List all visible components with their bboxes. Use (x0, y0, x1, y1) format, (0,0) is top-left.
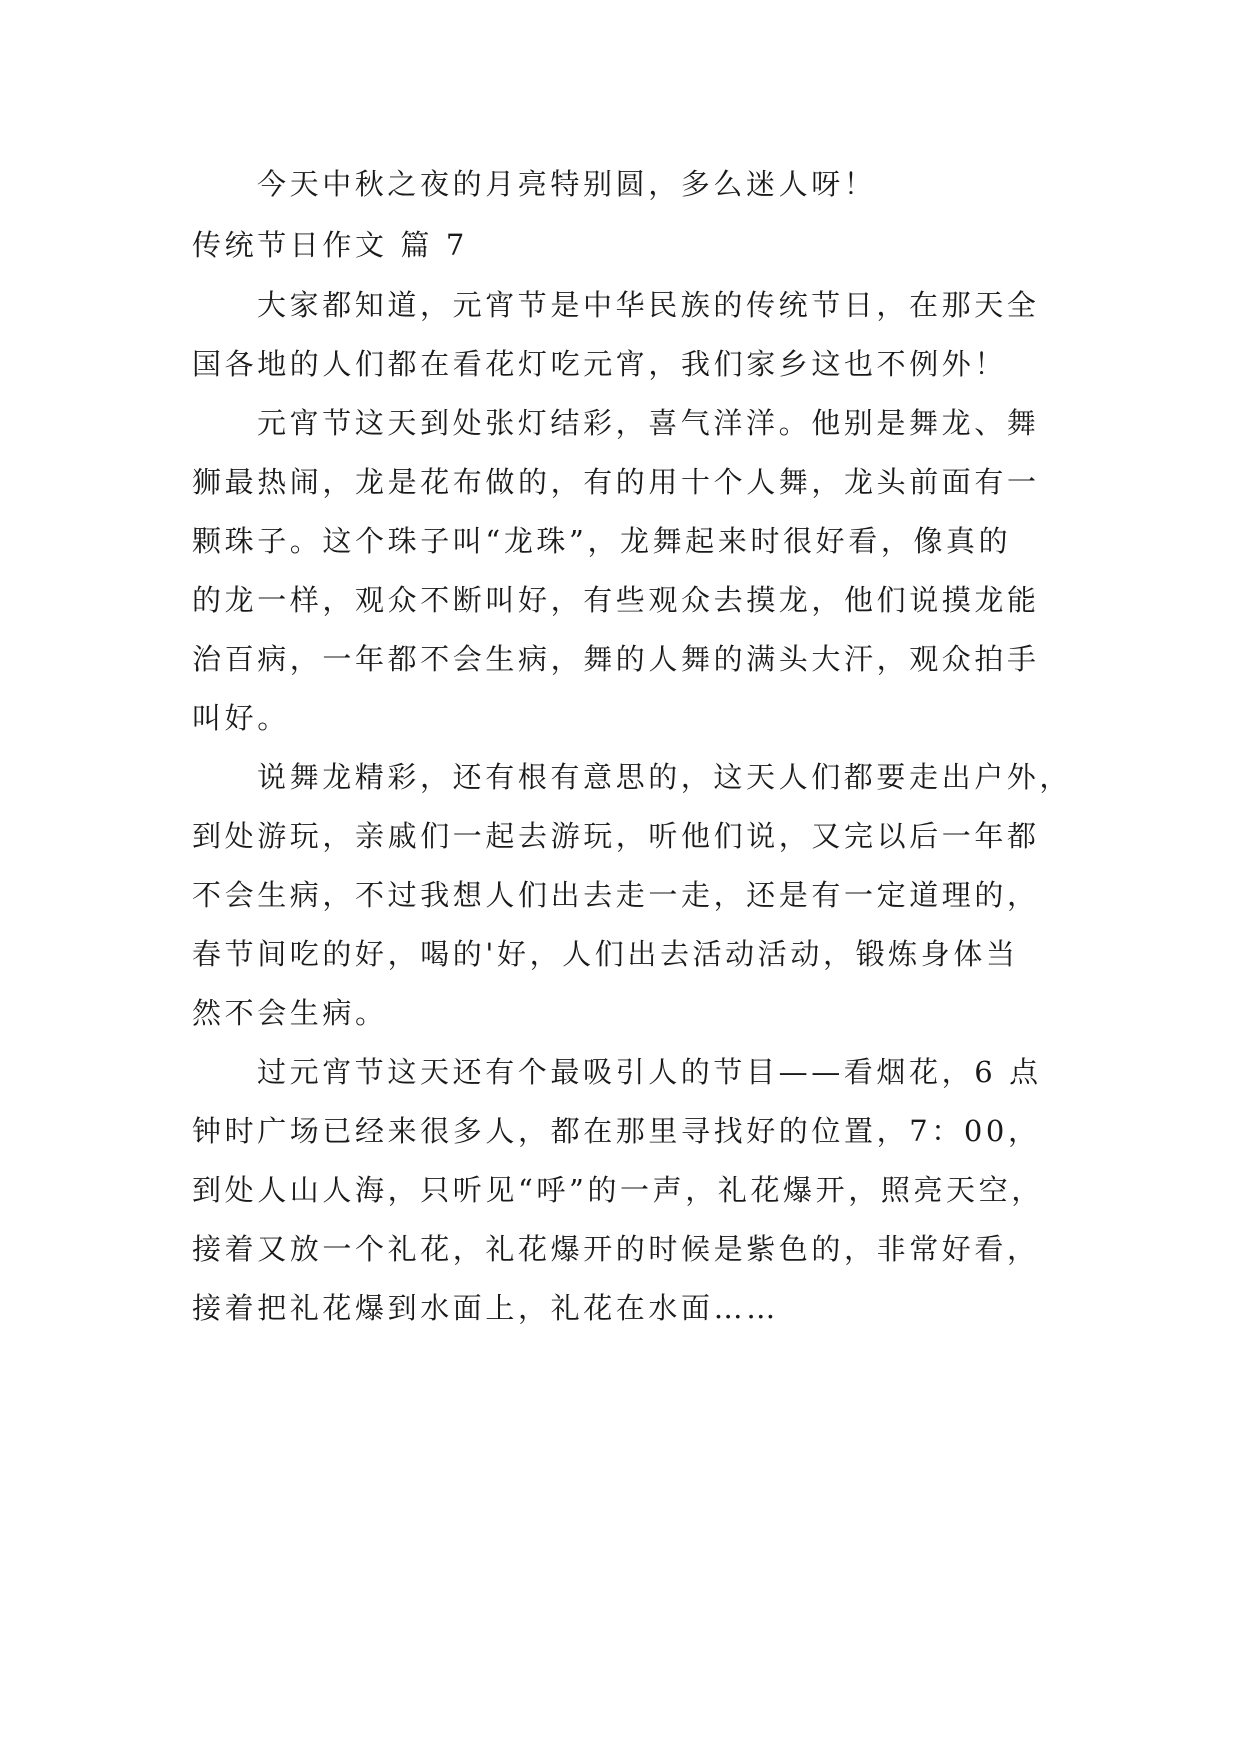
section-heading: 传统节日作文 篇 7 (192, 228, 468, 262)
paragraph-line: 到处游玩，亲戚们一起去游玩，听他们说，又完以后一年都 (192, 819, 1040, 853)
paragraph-line: 的龙一样，观众不断叫好，有些观众去摸龙，他们说摸龙能 (192, 583, 1040, 617)
paragraph-line: 到处人山人海，只听见“呼”的一声，礼花爆开，照亮天空， (192, 1173, 1044, 1207)
paragraph-line: 过元宵节这天还有个最吸引人的节目——看烟花，6 点 (257, 1055, 1042, 1089)
paragraph-line: 然不会生病。 (192, 996, 388, 1030)
paragraph-line: 颗珠子。这个珠子叫“龙珠”，龙舞起来时很好看，像真的 (192, 524, 1012, 558)
paragraph-line: 大家都知道，元宵节是中华民族的传统节日，在那天全 (257, 288, 1040, 322)
paragraph-line: 春节间吃的好，喝的'好，人们出去活动活动，锻炼身体当 (192, 937, 1019, 971)
paragraph-line: 钟时广场已经来很多人，都在那里寻找好的位置，7：00， (192, 1114, 1041, 1148)
paragraph-line: 接着又放一个礼花，礼花爆开的时候是紫色的，非常好看， (192, 1232, 1040, 1266)
paragraph-line: 治百病，一年都不会生病，舞的人舞的满头大汗，观众拍手 (192, 642, 1040, 676)
paragraph-line: 叫好。 (192, 701, 290, 735)
paragraph-line: 国各地的人们都在看花灯吃元宵，我们家乡这也不例外！ (192, 347, 1008, 381)
paragraph-line: 不会生病，不过我想人们出去走一走，还是有一定道理的， (192, 878, 1040, 912)
paragraph-line: 今天中秋之夜的月亮特别圆，多么迷人呀！ (257, 167, 877, 201)
paragraph-line: 说舞龙精彩，还有根有意思的，这天人们都要走出户外， (257, 760, 1073, 794)
paragraph-line: 狮最热闹，龙是花布做的，有的用十个人舞，龙头前面有一 (192, 465, 1040, 499)
paragraph-line: 接着把礼花爆到水面上，礼花在水面…… (192, 1291, 779, 1325)
paragraph-line: 元宵节这天到处张灯结彩，喜气洋洋。他别是舞龙、舞 (257, 406, 1040, 440)
